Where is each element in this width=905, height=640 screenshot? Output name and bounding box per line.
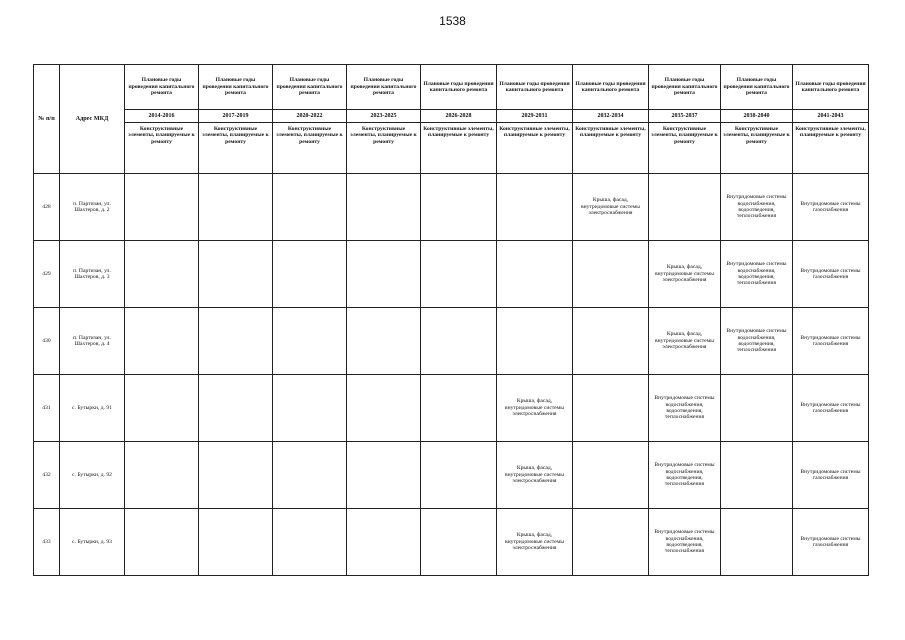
row-number: 428 — [34, 174, 60, 241]
elements-header: Конструктивные элементы, планируемые к ремонту — [721, 123, 793, 174]
work-cell: Крыша, фасад, внутридомовые системы электроснабжения — [649, 308, 721, 375]
elements-header: Конструктивные элементы, планируемые к ремонту — [273, 123, 347, 174]
work-cell: Внутридомовые системы водоснабжения, водоотведения, теплоснабжения — [649, 509, 721, 576]
period-title: Плановые годы проведения капитального ремонта — [573, 65, 649, 110]
work-cell: Внутридомовые системы газоснабжения — [793, 442, 869, 509]
work-cell — [347, 509, 421, 576]
work-cell — [347, 442, 421, 509]
work-cell: Внутридомовые системы газоснабжения — [793, 308, 869, 375]
work-cell — [573, 241, 649, 308]
work-cell — [273, 375, 347, 442]
work-cell — [421, 174, 497, 241]
work-cell — [199, 174, 273, 241]
work-cell — [721, 375, 793, 442]
work-cell: Внутридомовые системы водоснабжения, водоотведения, теплоснабжения — [721, 174, 793, 241]
work-cell — [347, 375, 421, 442]
elements-header: Конструктивные элементы, планируемые к ремонту — [125, 123, 199, 174]
table-row — [34, 375, 869, 442]
page-number: 1538 — [439, 14, 466, 28]
work-cell — [721, 509, 793, 576]
work-cell: Внутридомовые системы водоснабжения, водоотведения, теплоснабжения — [721, 308, 793, 375]
period-years: 2020-2022 — [273, 110, 347, 123]
work-cell: Внутридомовые системы водоснабжения, водоотведения, теплоснабжения — [721, 241, 793, 308]
work-cell: Внутридомовые системы газоснабжения — [793, 375, 869, 442]
period-years: 2014-2016 — [125, 110, 199, 123]
period-years: 2017-2019 — [199, 110, 273, 123]
work-cell — [421, 509, 497, 576]
work-cell — [347, 308, 421, 375]
work-cell: Внутридомовые системы водоснабжения, водоотведения, теплоснабжения — [649, 375, 721, 442]
work-cell — [125, 174, 199, 241]
period-title: Плановые годы проведения капитального ремонта — [421, 65, 497, 110]
work-cell — [421, 308, 497, 375]
work-cell — [421, 241, 497, 308]
period-title: Плановые годы проведения капитального ремонта — [497, 65, 573, 110]
work-cell — [125, 375, 199, 442]
work-cell: Внутридомовые системы водоснабжения, водоотведения, теплоснабжения — [649, 442, 721, 509]
elements-header: Конструктивные элементы, планируемые к ремонту — [573, 123, 649, 174]
work-cell — [199, 375, 273, 442]
work-cell: Внутридомовые системы газоснабжения — [793, 174, 869, 241]
row-address: с. Бутырки, д. 91 — [60, 375, 125, 442]
period-years: 2035-2037 — [649, 110, 721, 123]
work-cell — [125, 241, 199, 308]
period-years: 2029-2031 — [497, 110, 573, 123]
work-cell: Крыша, фасад, внутридомовые системы электроснабжения — [649, 241, 721, 308]
row-number: 431 — [34, 375, 60, 442]
elements-header: Конструктивные элементы, планируемые к ремонту — [199, 123, 273, 174]
row-address: п. Партизан, ул. Шахтеров, д. 3 — [60, 241, 125, 308]
work-cell — [497, 308, 573, 375]
table-row — [34, 241, 869, 308]
work-cell — [497, 241, 573, 308]
work-cell — [573, 375, 649, 442]
work-cell — [273, 509, 347, 576]
row-address: п. Партизан, ул. Шахтеров, д. 2 — [60, 174, 125, 241]
work-cell: Внутридомовые системы газоснабжения — [793, 241, 869, 308]
period-years: 2026-2028 — [421, 110, 497, 123]
work-cell — [273, 174, 347, 241]
work-cell: Внутридомовые системы газоснабжения — [793, 509, 869, 576]
column-header-num: № п/п — [34, 65, 60, 174]
work-cell: Крыша, фасад, внутридомовые системы электроснабжения — [497, 442, 573, 509]
period-title: Плановые годы проведения капитального ремонта — [199, 65, 273, 110]
header-row-periods — [34, 110, 869, 123]
period-years: 2023-2025 — [347, 110, 421, 123]
table-row — [34, 509, 869, 576]
work-cell — [649, 174, 721, 241]
work-cell — [721, 442, 793, 509]
elements-header: Конструктивные элементы, планируемые к ремонту — [421, 123, 497, 174]
period-title: Плановые годы проведения капитального ремонта — [721, 65, 793, 110]
row-address: п. Партизан, ул. Шахтеров, д. 4 — [60, 308, 125, 375]
period-title: Плановые годы проведения капитального ремонта — [649, 65, 721, 110]
work-cell — [125, 308, 199, 375]
work-cell: Крыша, фасад, внутридомовые системы электроснабжения — [497, 509, 573, 576]
period-years: 2032-2034 — [573, 110, 649, 123]
period-title: Плановые годы проведения капитального ремонта — [273, 65, 347, 110]
work-cell — [273, 442, 347, 509]
elements-header: Конструктивные элементы, планируемые к ремонту — [347, 123, 421, 174]
work-cell — [497, 174, 573, 241]
work-cell — [273, 241, 347, 308]
work-cell — [347, 241, 421, 308]
work-cell: Крыша, фасад, внутридомовые системы электроснабжения — [573, 174, 649, 241]
elements-header: Конструктивные элементы, планируемые к ремонту — [649, 123, 721, 174]
work-cell — [273, 308, 347, 375]
work-cell — [199, 241, 273, 308]
period-years: 2041-2043 — [793, 110, 869, 123]
column-header-address: Адрес МКД — [60, 65, 125, 174]
row-number: 429 — [34, 241, 60, 308]
table-row — [34, 174, 869, 241]
header-row-elements — [34, 123, 869, 174]
work-cell — [125, 442, 199, 509]
work-cell — [573, 509, 649, 576]
work-cell — [347, 174, 421, 241]
work-cell: Крыша, фасад, внутридомовые системы электроснабжения — [497, 375, 573, 442]
row-address: с. Бутырки, д. 92 — [60, 442, 125, 509]
row-number: 430 — [34, 308, 60, 375]
table-row — [34, 308, 869, 375]
work-cell — [199, 308, 273, 375]
work-cell — [573, 308, 649, 375]
capital-repair-plan-table — [33, 64, 869, 576]
work-cell — [125, 509, 199, 576]
row-number: 432 — [34, 442, 60, 509]
period-title: Плановые годы проведения капитального ремонта — [125, 65, 199, 110]
row-number: 433 — [34, 509, 60, 576]
header-row-titles — [34, 65, 869, 110]
elements-header: Конструктивные элементы, планируемые к ремонту — [793, 123, 869, 174]
work-cell — [421, 442, 497, 509]
work-cell — [421, 375, 497, 442]
period-title: Плановые годы проведения капитального ремонта — [347, 65, 421, 110]
row-address: с. Бутырки, д. 93 — [60, 509, 125, 576]
work-cell — [573, 442, 649, 509]
work-cell — [199, 509, 273, 576]
work-cell — [199, 442, 273, 509]
elements-header: Конструктивные элементы, планируемые к ремонту — [497, 123, 573, 174]
table-row — [34, 442, 869, 509]
period-years: 2038-2040 — [721, 110, 793, 123]
period-title: Плановые годы проведения капитального ремонта — [793, 65, 869, 110]
